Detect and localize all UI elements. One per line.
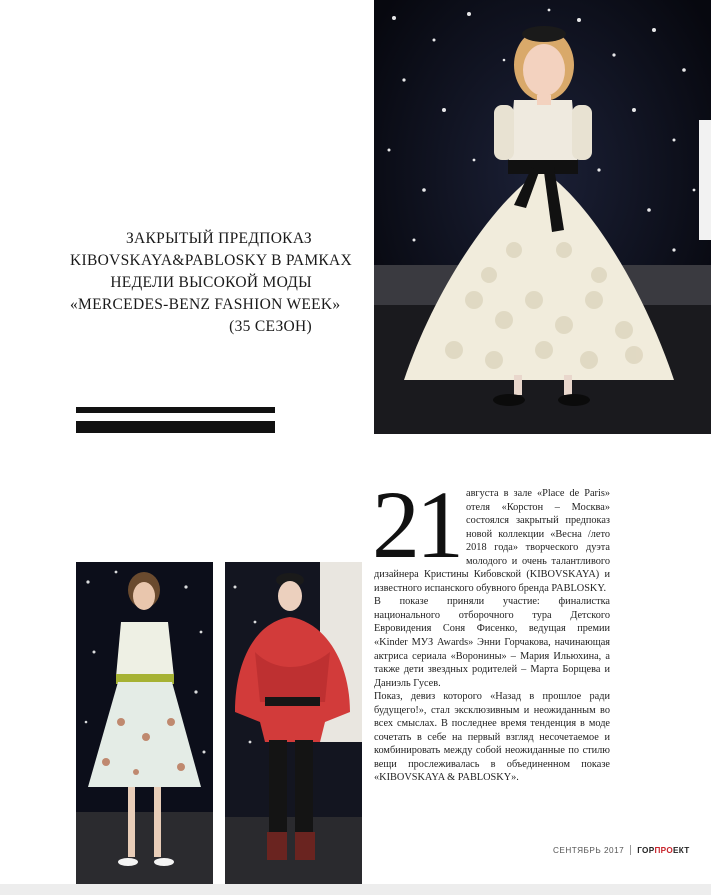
headline-line: KIBOVSKAYA&PABLOSKY В РАМКАХ — [70, 252, 353, 269]
magazine-brand — [637, 846, 689, 855]
runway-photo-left — [76, 562, 213, 886]
brand-prefix: ГОР — [637, 846, 655, 855]
girl-in-floral-dress-photo — [76, 562, 213, 886]
runway-photo-right — [225, 562, 362, 886]
decorative-rule-thin — [76, 407, 275, 413]
footer-divider — [630, 845, 631, 855]
headline-line: НЕДЕЛИ ВЫСОКОЙ МОДЫ — [110, 274, 312, 291]
brand-accent: ПРО — [654, 846, 673, 855]
brand-suffix: ЕКТ — [673, 846, 690, 855]
viewer-bottom-bar — [0, 884, 711, 895]
girl-in-white-dress-photo — [374, 0, 711, 434]
article-paragraph: В показе приняли участие: финалистка национального отборочного тура Детского Евровидения Соня Фисенко, ведущая премии «Kinder МУЗ Awards» Энни Горчакова, начинающая актриса сериала «Воронины» – Мария Ильюхина, а также дети звездных родителей – Марта Борщева и Даниэль Гусев. — [374, 596, 610, 689]
main-runway-photo — [374, 0, 711, 434]
page-footer — [553, 845, 690, 855]
article-headline — [70, 228, 353, 338]
headline-line: «MERCEDES-BENZ FASHION WEEK» — [70, 296, 341, 313]
decorative-rule-thick — [76, 421, 275, 433]
issue-date: СЕНТЯБРЬ 2017 — [553, 846, 625, 855]
article-body — [372, 471, 610, 785]
girl-in-red-cape-photo — [225, 562, 362, 886]
article-paragraph: августа в зале «Place de Paris» отеля «Корстон – Москва» состоялся закрытый предпоказ новой коллекции «Весна /лето 2018 года» творческого дуэта молодого и очень талантливого дизайнера Кристины Кибовской (KIBOVSKAYA) и известного испанского обувного бренда PABLOSKY. — [374, 488, 610, 594]
article-paragraph: Показ, девиз которого «Назад в прошлое ради будущего!», стал эксклюзивным и неожиданным во всех смыслах. В последнее время тенденция в моде сочетать в себе на первый взгляд несочетаемое и комбинировать между собой неожиданные по стилю вещи прослеживалась в объединенном показе «KIBOVSKAYA & PABLOSKY». — [374, 691, 610, 784]
drop-cap-number: 21 — [372, 471, 460, 578]
headline-line: ЗАКРЫТЫЙ ПРЕДПОКАЗ — [125, 230, 312, 247]
headline-line: (35 СЕЗОН) — [229, 318, 312, 335]
